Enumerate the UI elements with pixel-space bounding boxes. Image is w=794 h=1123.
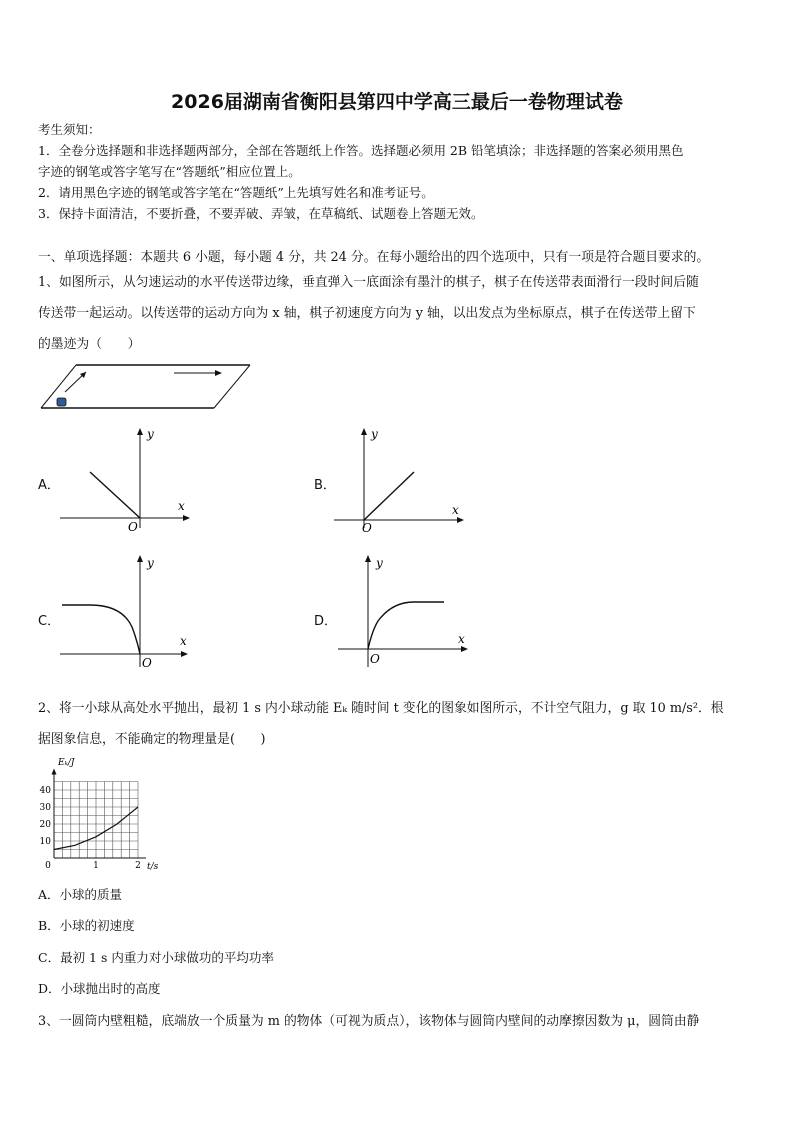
- q2-line-1: 2、将一小球从高处水平抛出，最初 1 s 内小球动能 Eₖ 随时间 t 变化的图象如图所示，不计空气阻力，g 取 10 m/s²．根: [38, 701, 724, 716]
- q2-option-b[interactable]: B．小球的初速度: [38, 918, 135, 933]
- q1-option-c-graph: [60, 555, 200, 670]
- origin-label: O: [362, 521, 372, 535]
- y-axis-title: Eₖ/J: [58, 758, 75, 768]
- q1-line-3: 的墨迹为（ ）: [38, 337, 141, 352]
- notice-line-2: 字迹的钢笔或答字笔写在“答题纸”相应位置上。: [38, 164, 301, 179]
- q1-option-a-graph: [60, 427, 200, 534]
- q1-option-d-label[interactable]: D．: [314, 614, 338, 629]
- y-axis-label: y: [376, 556, 383, 570]
- notice-line-1: 1．全卷分选择题和非选择题两部分，全部在答题纸上作答。选择题必须用 2B 铅笔填涂；非选择题的答案必须用黑色: [38, 143, 684, 158]
- q1-option-a-label[interactable]: A．: [38, 478, 60, 493]
- notice-line-4: 3．保持卡面清洁，不要折叠，不要弄破、弄皱，在草稿纸、试题卷上答题无效。: [38, 206, 484, 221]
- q2-option-d[interactable]: D．小球抛出时的高度: [38, 981, 161, 996]
- page-title: 2026届湖南省衡阳县第四中学高三最后一卷物理试卷: [171, 91, 623, 113]
- y-axis-label: y: [147, 427, 154, 441]
- chess-piece: [57, 398, 66, 406]
- x-tick-label: 1: [93, 861, 99, 871]
- conveyor-figure: [38, 360, 258, 415]
- origin-label: O: [370, 652, 380, 666]
- origin-label: O: [128, 520, 138, 534]
- section-heading: 一、单项选择题：本题共 6 小题，每小题 4 分，共 24 分。在每小题给出的四个选项中，只有一项是符合题目要求的。: [38, 250, 710, 265]
- x-axis-label: x: [180, 634, 187, 648]
- notice-heading: 考生须知：: [38, 122, 101, 137]
- q1-option-b-graph: [334, 427, 474, 535]
- q1-line-1: 1、如图所示，从匀速运动的水平传送带边缘，垂直弹入一底面涂有墨汁的棋子，棋子在传送带表面滑行一段时间后随: [38, 275, 699, 290]
- q1-line-2: 传送带一起运动。以传送带的运动方向为 x 轴，棋子初速度方向为 y 轴，以出发点为坐标原点，棋子在传送带上留下: [38, 306, 696, 321]
- ek-chart: [34, 755, 174, 875]
- y-axis-label: y: [371, 427, 378, 441]
- x-axis-label: x: [178, 499, 185, 513]
- notice-line-3: 2．请用黑色字迹的钢笔或答字笔在“答题纸”上先填写姓名和准考证号。: [38, 185, 434, 200]
- y-tick-label: 10: [39, 837, 51, 847]
- x-axis-title: t/s: [147, 862, 159, 872]
- x-axis-label: x: [452, 503, 459, 517]
- x-axis-label: x: [458, 632, 465, 646]
- x-tick-label: 2: [135, 861, 141, 871]
- q2-option-a[interactable]: A．小球的质量: [38, 887, 123, 902]
- q3-line-1: 3、一圆筒内壁粗糙，底端放一个质量为 m 的物体（可视为质点），该物体与圆筒内壁间的动摩擦因数为 μ，圆筒由静: [38, 1014, 700, 1029]
- y-axis-arrow: [52, 769, 57, 775]
- q1-option-b-label[interactable]: B．: [314, 478, 336, 493]
- y-tick-label: 30: [39, 803, 51, 813]
- y-axis-label: y: [147, 556, 154, 570]
- q1-option-c-label[interactable]: C．: [38, 614, 61, 629]
- chart-axes: [52, 769, 147, 859]
- y-tick-label: 20: [39, 820, 51, 830]
- y-tick-label: 40: [39, 786, 51, 796]
- q2-option-c[interactable]: C．最初 1 s 内重力对小球做功的平均功率: [38, 950, 274, 965]
- q1-option-d-graph: [338, 555, 478, 670]
- origin-label: O: [142, 656, 152, 670]
- x-tick-label: 0: [45, 861, 51, 871]
- q2-line-2: 据图象信息，不能确定的物理量是( ): [38, 732, 266, 747]
